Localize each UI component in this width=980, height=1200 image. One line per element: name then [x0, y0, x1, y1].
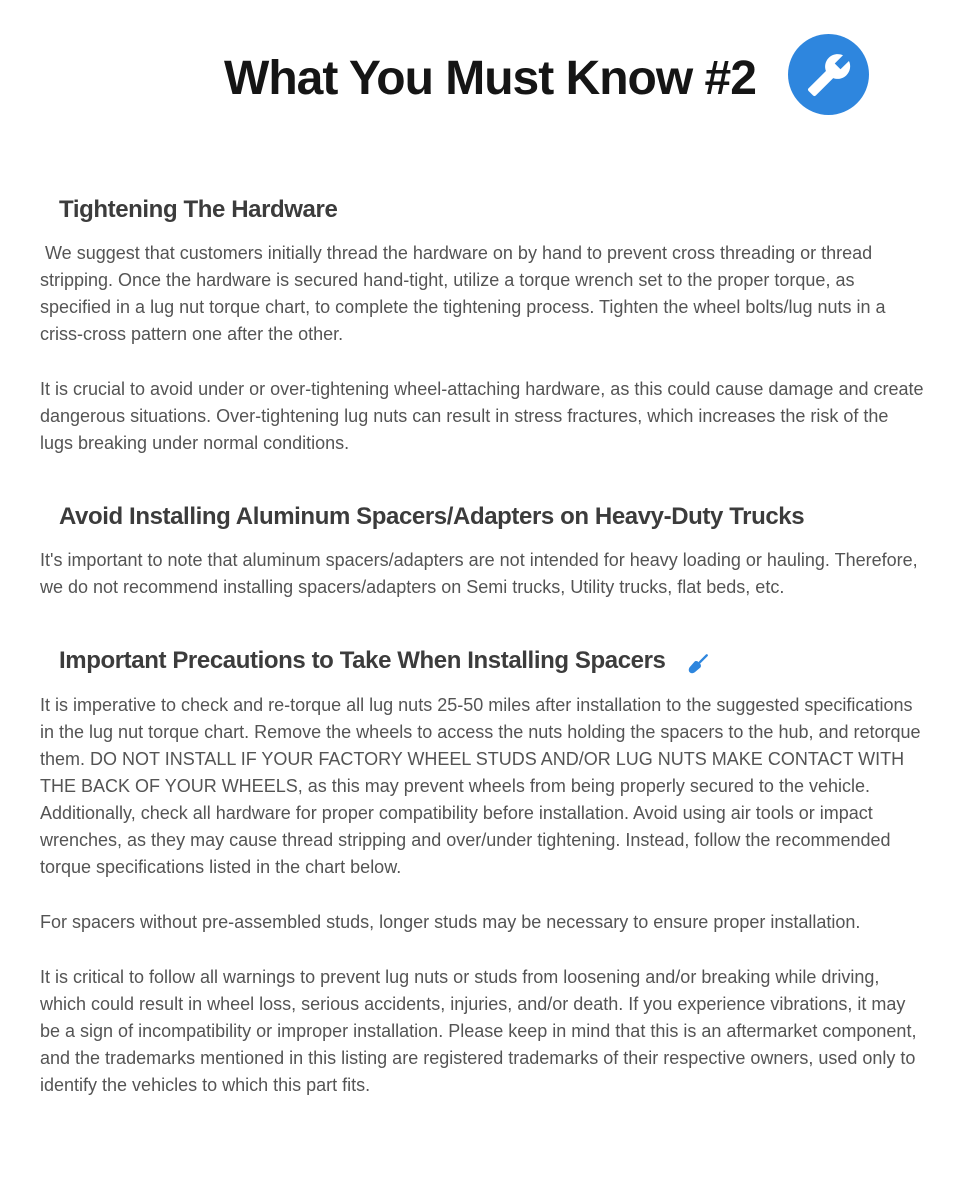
- section-tightening-hardware: [40, 196, 940, 457]
- wrench-badge: [788, 34, 869, 115]
- section-heading-avoid-aluminum: Avoid Installing Aluminum Spacers/Adapters on Heavy-Duty Trucks: [59, 502, 805, 530]
- section-important-precautions: [40, 647, 940, 1099]
- page-header: [40, 0, 940, 150]
- section-heading-tightening: Tightening The Hardware: [59, 196, 338, 223]
- paragraph: It is crucial to avoid under or over-tightening wheel-attaching hardware, as this could cause damage and create dangerous situations. Over-tightening lug nuts can result in stress fractures, which increases the risk of the lugs breaking under normal conditions.: [40, 378, 929, 453]
- paragraph: For spacers without pre-assembled studs, longer studs may be necessary to ensure proper installation.: [40, 911, 861, 932]
- paragraph: We suggest that customers initially thread the hardware on by hand to prevent cross threading or thread stripping. Once the hardware is secured hand-tight, utilize a torque wrench set to the proper torque, as specified in a lug nut torque chart, to complete the tightening process. Tighten the wheel bolts/lug nuts in a criss-cross pattern one after the other.: [40, 242, 891, 344]
- section-heading-precautions-label: Important Precautions to Take When Installing Spacers: [59, 647, 666, 675]
- paragraph: It is critical to follow all warnings to prevent lug nuts or studs from loosening and/or breaking while driving, which could result in wheel loss, serious accidents, injuries, and/or death. If you experience vibrations, it may be a sign of incompatibility or improper installation. Please keep in mind that this is an aftermarket component, and the trademarks mentioned in this listing are registered trademarks of their respective owners, used only to identify the vehicles to which this part fits.: [40, 966, 922, 1095]
- section-heading-precautions: [40, 647, 940, 677]
- screwdriver-icon: [683, 649, 713, 679]
- section-avoid-aluminum-spacers: [40, 503, 940, 601]
- paragraph: It's important to note that aluminum spacers/adapters are not intended for heavy loading or hauling. Therefore, we do not recommend installing spacers/adapters on Semi trucks, Utility trucks, flat beds, etc.: [40, 549, 923, 597]
- paragraph: It is imperative to check and re-torque all lug nuts 25-50 miles after installation to the suggested specifications in the lug nut torque chart. Remove the wheels to access the nuts holding the spacers to the hub, and retorque them. DO NOT INSTALL IF YOUR FACTORY WHEEL STUDS AND/OR LUG NUTS MAKE CONTACT WITH THE BACK OF YOUR WHEELS, as this may prevent wheels from being properly secured to the vehicle. Additionally, check all hardware for proper compatibility before installation. Avoid using air tools or impact wrenches, as they may cause thread stripping and over/under tightening. Instead, follow the recommended torque specifications listed in the chart below.: [40, 694, 926, 877]
- page-title: What You Must Know #2: [224, 52, 756, 105]
- wrench-icon: [806, 52, 852, 98]
